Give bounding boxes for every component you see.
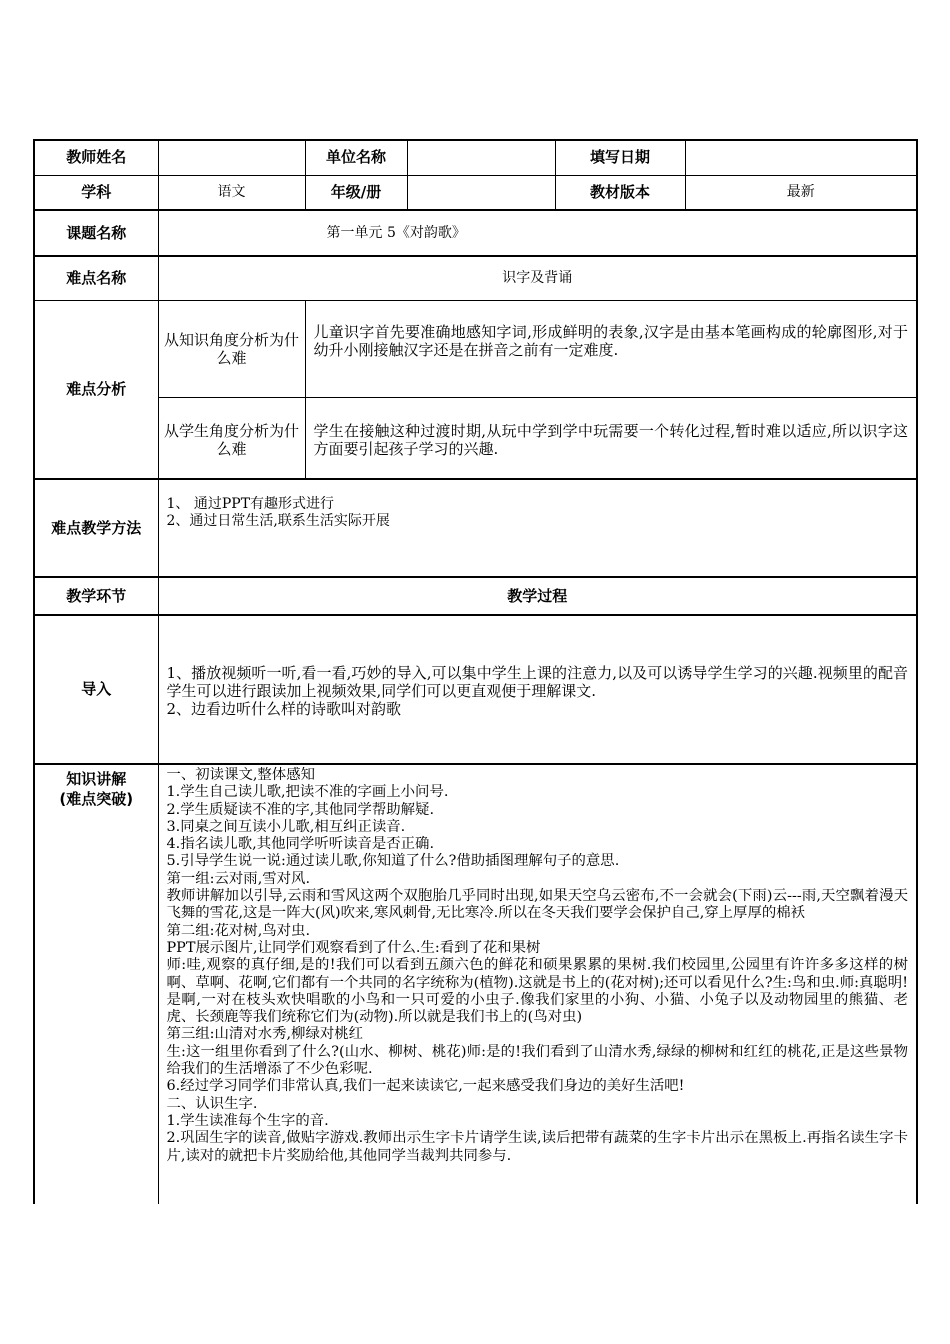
- knowledge-line: 第二组:花对树,鸟对虫.: [166, 922, 311, 939]
- knowledge-line: 2.学生质疑读不准的字,其他同学帮助解疑.: [166, 801, 435, 818]
- subject-label: 学科: [34, 175, 158, 210]
- difficulty-name-label: 难点名称: [34, 256, 158, 300]
- teacher-name-value: [158, 140, 305, 175]
- knowledge-line: PPT展示图片,让同学们观察看到了什么.生:看到了花和果树: [166, 939, 541, 956]
- knowledge-line: 教师讲解加以引导,云雨和雪风这两个双胞胎几乎同时出现,如果天空乌云密布,不一会就会(下雨)云---雨,天空飘着漫天飞舞的雪花,这是一阵大(风)吹来,寒风刺骨,无比寒冷.所以在冬天我们要学会保护自己,穿上厚厚的棉袄: [166, 888, 908, 922]
- intro-line-2: 2、边看边听什么样的诗歌叫对韵歌: [166, 700, 402, 718]
- knowledge-line: 4.指名读儿歌,其他同学听听读音是否正确.: [166, 836, 435, 853]
- knowledge-line: 生:这一组里你看到了什么?(山水、柳树、桃花)师:是的!我们看到了山清水秀,绿绿的柳树和红红的桃花,正是这些景物给我们的生活增添了不少色彩呢.: [166, 1043, 908, 1078]
- knowledge-line: 1.学生自己读儿歌,把读不准的字画上小问号.: [166, 784, 449, 801]
- student-angle-label: 从学生角度分析为什么难: [158, 397, 305, 479]
- knowledge-line: 1.学生读准每个生字的音.: [166, 1112, 329, 1129]
- lesson-title-value: 第一单元 5《对韵歌》: [158, 210, 917, 256]
- date-value: [685, 140, 917, 175]
- knowledge-explanation-content: [158, 764, 917, 1204]
- knowledge-angle-label: 从知识角度分析为什么难: [158, 300, 305, 397]
- knowledge-line: 3.同桌之间互读小儿歌,相互纠正读音.: [166, 818, 406, 835]
- intro-content: [158, 615, 917, 764]
- grade-value: [407, 175, 555, 210]
- student-angle-text: 学生在接触这种过渡时期,从玩中学到学中玩需要一个转化过程,暂时难以适应,所以识字这方面要引起孩子学习的兴趣.: [305, 397, 917, 479]
- knowledge-line: 5.引导学生说一说:通过读儿歌,你知道了什么?借助插图理解句子的意思.: [166, 853, 620, 870]
- knowledge-line: 一、初读课文,整体感知: [166, 767, 315, 783]
- knowledge-line: 第一组:云对雨,雪对风.: [166, 870, 311, 887]
- edition-label: 教材版本: [555, 175, 685, 210]
- knowledge-line: 第三组:山清对水秀,柳绿对桃红: [166, 1026, 364, 1043]
- unit-name-value: [407, 140, 555, 175]
- date-label: 填写日期: [555, 140, 685, 175]
- intro-label: 导入: [34, 615, 158, 764]
- lesson-plan-table: [33, 139, 916, 1204]
- teaching-method-content: [158, 479, 917, 577]
- knowledge-line: 二、认识生字.: [166, 1095, 258, 1112]
- teaching-process-label: 教学过程: [158, 577, 917, 615]
- teacher-name-label: 教师姓名: [34, 140, 158, 175]
- knowledge-angle-text: 儿童识字首先要准确地感知字词,形成鲜明的表象,汉字是由基本笔画构成的轮廓图形,对于幼升小刚接触汉字还是在拼音之前有一定难度.: [305, 300, 917, 397]
- lesson-title-label: 课题名称: [34, 210, 158, 256]
- teaching-method-label: 难点教学方法: [34, 479, 158, 577]
- knowledge-explanation-label: [34, 764, 158, 1204]
- knowledge-label-line-1: 知识讲解: [66, 770, 127, 788]
- method-line-1: 1、 通过PPT有趣形式进行: [166, 496, 335, 512]
- knowledge-line: 师:哇,观察的真仔细,是的!我们可以看到五颜六色的鲜花和硕果累累的果树.我们校园里,公园里有许许多多这样的树啊、草啊、花啊,它们都有一个共同的名字统称为(植物).这就是书上的(花对树);还可以看见什么?生:鸟和虫.师:真聪明!是啊,一对在枝头欢快唱歌的小鸟和一只可爱的小虫子.像我们家里的小狗、小猫、小兔子以及动物园里的熊猫、老虎、长颈鹿等我们统称它们为(动物).所以就是我们书上的(鸟对虫): [166, 957, 908, 1026]
- difficulty-name-value: 识字及背诵: [158, 256, 917, 300]
- difficulty-analysis-label: 难点分析: [34, 300, 158, 479]
- unit-name-label: 单位名称: [305, 140, 407, 175]
- grade-label: 年级/册: [305, 175, 407, 210]
- knowledge-label-line-2: (难点突破): [59, 790, 134, 808]
- subject-value: 语文: [158, 175, 305, 210]
- knowledge-line: 2.巩固生字的读音,做贴字游戏.教师出示生字卡片请学生读,读后把带有蔬菜的生字卡片出示在黑板上.再指名读生字卡片,读对的就把卡片奖励给他,其他同学当裁判共同参与.: [166, 1130, 908, 1164]
- teaching-stage-label: 教学环节: [34, 577, 158, 615]
- intro-line-1: 1、播放视频听一听,看一看,巧妙的导入,可以集中学生上课的注意力,以及可以诱导学生学习的兴趣.视频里的配音学生可以进行跟读加上视频效果,同学们可以更直观便于理解课文.: [166, 664, 908, 700]
- edition-value: 最新: [685, 175, 917, 210]
- knowledge-line: 6.经过学习同学们非常认真,我们一起来读读它,一起来感受我们身边的美好生活吧!: [166, 1078, 685, 1095]
- method-line-2: 2、通过日常生活,联系生活实际开展: [166, 513, 390, 529]
